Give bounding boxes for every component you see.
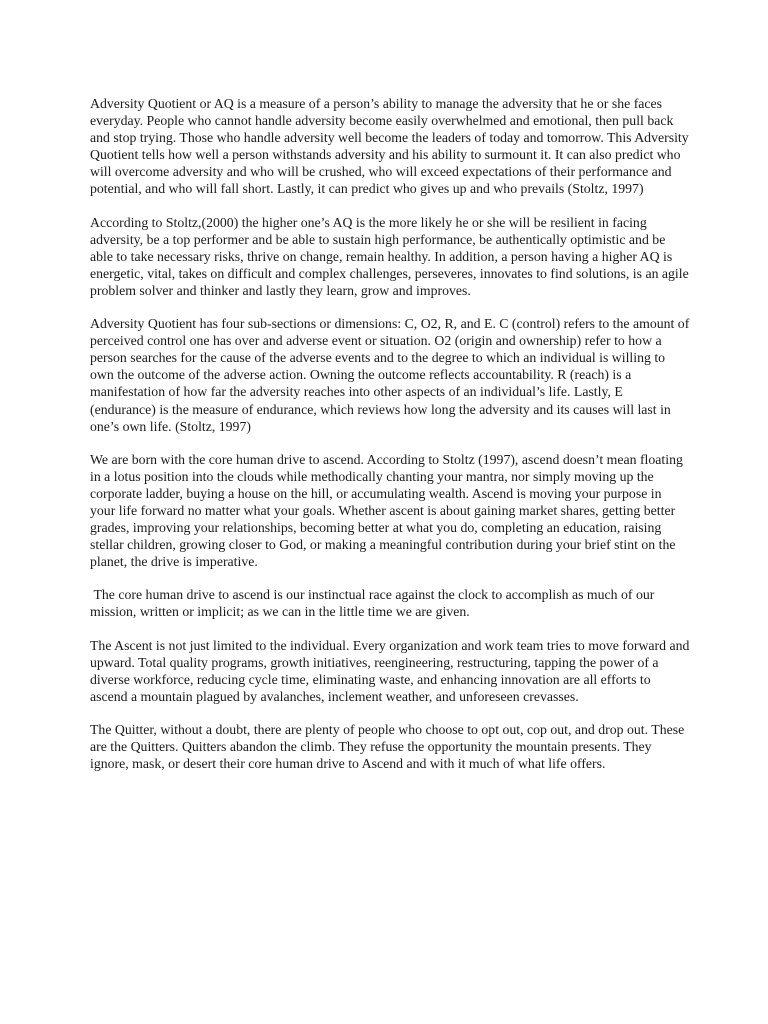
paragraph-dimensions: Adversity Quotient has four sub-sections or dimensions: C, O2, R, and E. C (control) refers to the amount of perceived control one has over and adverse event or situation. O2 (origin and ownership) refer to how a person searches for the cause of the adverse events and to the degree to which an individual is willing to own the outcome of the adverse action. Owning the outcome reflects accountability. R (reach) is a manifestation of how far the adversity reaches into other aspects of an individual’s life. Lastly, E (endurance) is the measure of endurance, which reviews how long the adversity and its causes will last in one’s own life. (Stoltz, 1997): [90, 316, 690, 434]
paragraph-quitter: The Quitter, without a doubt, there are plenty of people who choose to opt out, cop out, and drop out. These are the Quitters. Quitters abandon the climb. They refuse the opportunity the mountain presents. They ignore, mask, or desert their core human drive to Ascend and with it much of what life offers.: [90, 721, 685, 772]
paragraph-ascent-organization: The Ascent is not just limited to the individual. Every organization and work team tries to move forward and upward. Total quality programs, growth initiatives, reengineering, restructuring, tapping the power of a diverse workforce, reducing cycle time, eliminating waste, and enhancing innovation are all efforts to ascend a mountain plagued by avalanches, inclement weather, and unforeseen crevasses.: [90, 637, 690, 704]
paragraph-aq-definition: Adversity Quotient or AQ is a measure of a person’s ability to manage the adversity that he or she faces everyday. People who cannot handle adversity become easily overwhelmed and emotional, then pull back and stop trying. Those who handle adversity well become the leaders of today and tomorrow. This Adversity Quotient tells how well a person withstands adversity and his ability to surmount it. It can also predict who will overcome adversity and who will be crushed, who will exceed expectations of their performance and potential, and who will fall short. Lastly, it can predict who gives up and who prevails (Stoltz, 1997): [90, 96, 689, 197]
paragraph-core-drive: The core human drive to ascend is our instinctual race against the clock to accomplish as much of our mission, written or implicit; as we can in the little time we are given.: [90, 587, 658, 620]
paragraph-higher-aq: According to Stoltz,(2000) the higher one’s AQ is the more likely he or she will be resilient in facing adversity, be a top performer and be able to sustain high performance, be authentically optimistic and be able to take necessary risks, thrive on change, remain healthy. In addition, a person having a higher AQ is energetic, vital, takes on difficult and complex challenges, perseveres, innovates to find solutions, is an agile problem solver and thinker and lastly they learn, grow and improves.: [90, 214, 689, 298]
paragraph-drive-to-ascend: We are born with the core human drive to ascend. According to Stoltz (1997), ascend doesn’t mean floating in a lotus position into the clouds while methodically chanting your mantra, nor simply moving up the corporate ladder, buying a house on the hill, or accumulating wealth. Ascend is moving your purpose in your life forward no matter what your goals. Whether ascent is about gaining market shares, getting better grades, improving your relationships, becoming better at what you do, completing an education, raising stellar children, growing closer to God, or making a meaningful contribution during your brief stint on the planet, the drive is imperative.: [90, 451, 683, 570]
